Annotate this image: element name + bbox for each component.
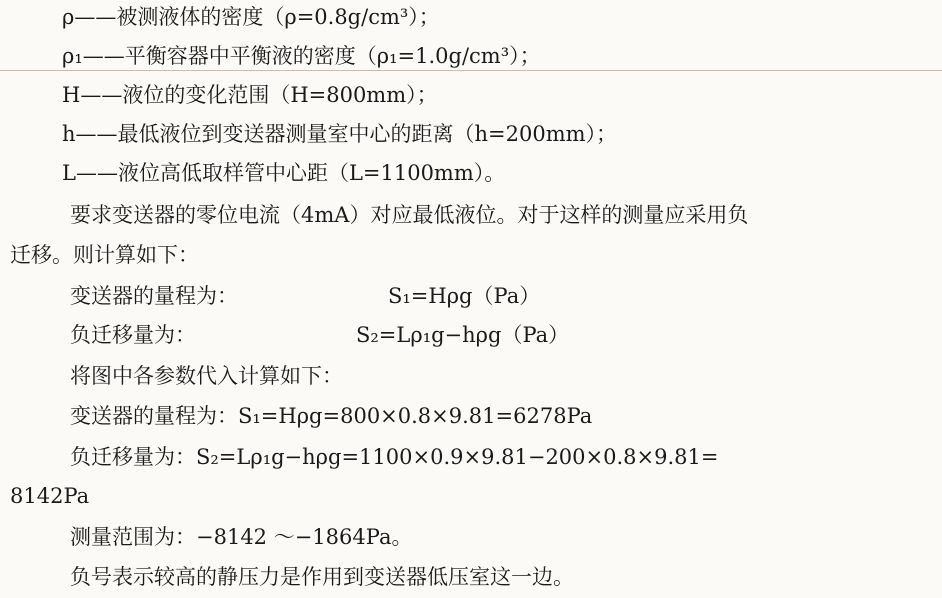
sign-explanation: 负号表示较高的静压力是作用到变送器低压室这一边。 bbox=[70, 565, 574, 589]
requirement-line-1: 要求变送器的零位电流（4mA）对应最低液位。对于这样的测量应采用负 bbox=[70, 203, 749, 227]
def-h: h——最低液位到变送器测量室中心的距离（h=200mm）； bbox=[62, 122, 618, 146]
measurement-range: 测量范围为：−8142 ～−1864Pa。 bbox=[70, 525, 413, 549]
page-divider bbox=[0, 70, 942, 71]
range-label: 变送器的量程为： bbox=[70, 284, 238, 308]
range-calculation: 变送器的量程为：S₁=Hρg=800×0.8×9.81=6278Pa bbox=[70, 404, 593, 428]
def-rho1: ρ₁——平衡容器中平衡液的密度（ρ₁=1.0g/cm³）； bbox=[62, 44, 541, 68]
def-rho: ρ——被测液体的密度（ρ=0.8g/cm³）； bbox=[62, 5, 440, 29]
def-H: H——液位的变化范围（H=800mm）； bbox=[62, 83, 438, 107]
migration-result: 8142Pa bbox=[10, 484, 90, 508]
migration-calculation: 负迁移量为：S₂=Lρ₁g−hρg=1100×0.9×9.81−200×0.8×9.81= bbox=[70, 445, 719, 469]
requirement-line-2: 迁移。则计算如下： bbox=[10, 243, 199, 267]
substitute-intro: 将图中各参数代入计算如下： bbox=[70, 364, 343, 388]
migration-label: 负迁移量为： bbox=[70, 323, 196, 347]
range-formula: S₁=Hρg（Pa） bbox=[388, 284, 541, 308]
def-L: L——液位高低取样管中心距（L=1100mm）。 bbox=[62, 161, 506, 185]
migration-formula: S₂=Lρ₁g−hρg（Pa） bbox=[356, 323, 570, 347]
